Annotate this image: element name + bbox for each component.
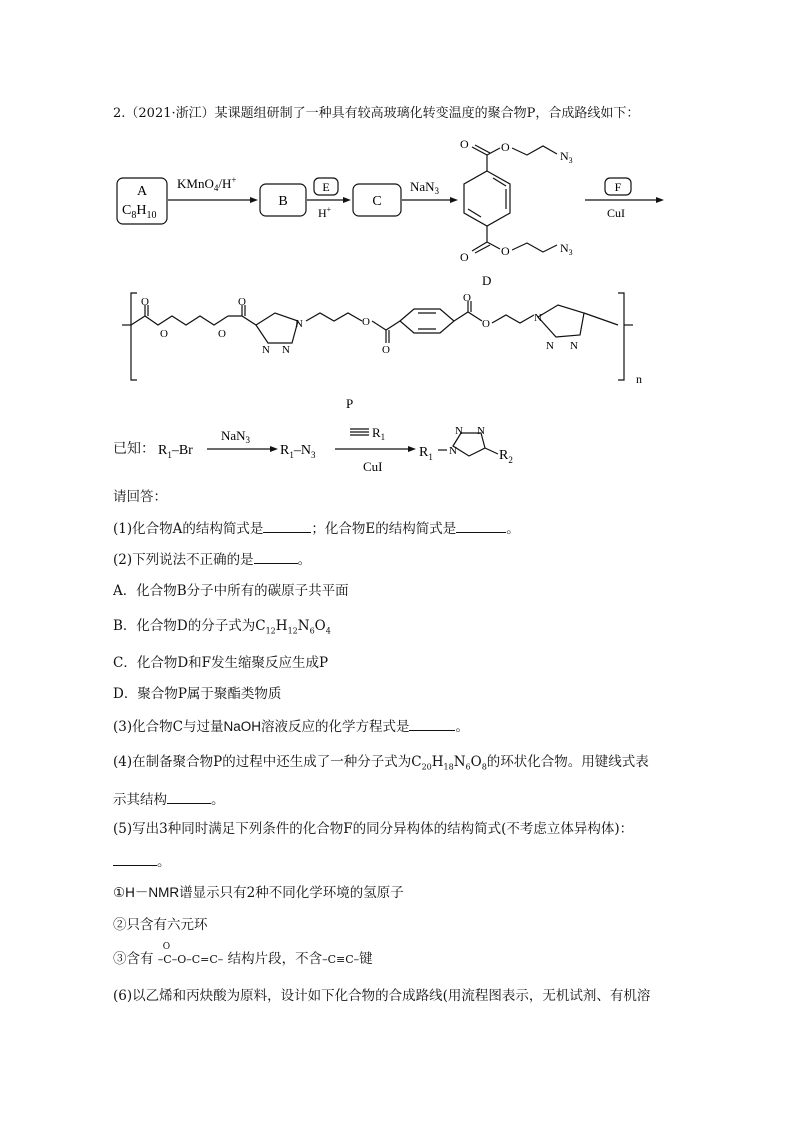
ask-line: 请回答： (113, 489, 167, 505)
svg-text:O: O (501, 244, 510, 258)
svg-text:O: O (218, 328, 226, 340)
svg-text:N: N (449, 445, 457, 457)
svg-text:O: O (463, 292, 471, 304)
known-reaction (155, 422, 715, 477)
condition-1: ①H－NMR谱显示只有2种不同化学环境的氢原子 (113, 885, 404, 901)
svg-text:N: N (455, 425, 463, 437)
svg-text:N: N (262, 344, 270, 356)
subscript-n: n (636, 372, 642, 386)
q5-blank: 。 (113, 852, 171, 871)
svg-text:N: N (570, 340, 578, 352)
reagent-nan3: NaN$_3$ (410, 179, 440, 196)
svg-text:N: N (534, 312, 542, 324)
q3: (3)化合物C与过量NaOH溶液反应的化学方程式是 。 (113, 719, 469, 735)
q2: (2)下列说法不正确的是 。 (113, 552, 312, 568)
q5: (5)写出3种同时满足下列条件的化合物F的同分异构体的结构简式(不考虑立体异构体)： (113, 821, 634, 837)
svg-text:R2: $R_2$ (499, 448, 513, 465)
condition-2: ②只含有六元环 (113, 917, 208, 933)
svg-text:B: B (278, 194, 288, 209)
svg-text:R1: $R_1$ (419, 445, 433, 462)
q4-line2: 示其结构 。 (113, 792, 225, 808)
polymer-p-structure (122, 292, 633, 380)
condition-3: ③含有 O –C–O–C=C– 结构片段，不含–C≡C–键 (113, 942, 373, 967)
svg-text:N3: $N_3$ (560, 241, 573, 257)
svg-text:CuI: CuI (607, 206, 625, 220)
q4-line1: (4)在制备聚合物P的过程中还生成了一种分子式为$C_{20}H_{18}N_6O_8$的环状化合物。用键线式表 (113, 754, 649, 772)
label-p: P (346, 396, 354, 411)
reagent-kmno4: KMnO$_4$/H+ (177, 175, 237, 193)
svg-text:O: O (362, 316, 370, 328)
svg-text:N3: $N_3$ (560, 149, 573, 165)
svg-text:N: N (282, 344, 290, 356)
box-a-formula: $C_8H_{10}$ (122, 203, 157, 221)
q1: (1)化合物A的结构简式是 ；化合物E的结构简式是 。 (113, 521, 520, 537)
svg-text:CuI: CuI (363, 459, 383, 474)
svg-text:O: O (501, 140, 510, 154)
svg-text:N: N (295, 318, 303, 330)
option-d: D．聚合物P属于聚酯类物质 (113, 686, 282, 702)
svg-text:O: O (141, 296, 149, 308)
option-a: A．化合物B分子中所有的碳原子共平面 (113, 583, 349, 599)
compound-d-structure (460, 137, 573, 264)
svg-text:O: O (160, 328, 168, 340)
svg-text:N: N (477, 425, 485, 437)
svg-text:NaN3: NaN$_3$ (221, 428, 251, 445)
question-title: 2.（2021·浙江）某课题组研制了一种具有较高玻璃化转变温度的聚合物P，合成路线如下： (113, 106, 640, 121)
box-a-label: A (136, 184, 148, 199)
svg-text:R1–N3: $R_1-N_3$ (280, 443, 316, 460)
q6: (6)以乙烯和丙炔酸为原料，设计如下化合物的合成路线(用流程图表示，无机试剂、有机溶 (113, 988, 651, 1004)
option-c: C．化合物D和F发生缩聚反应生成P (113, 655, 329, 671)
svg-text:O: O (460, 250, 469, 264)
svg-text:E: E (322, 180, 330, 194)
svg-text:O: O (482, 318, 490, 330)
svg-text:C: C (372, 194, 382, 209)
svg-text:F: F (614, 180, 622, 194)
label-d: D (482, 273, 492, 288)
svg-text:O: O (460, 137, 469, 151)
svg-text:R1–Br: $R_1-Br$ (158, 443, 193, 460)
svg-text:R1: $R_1$ (372, 425, 386, 442)
option-b: B．化合物D的分子式为$C_{12}H_{12}N_6O_4$ (113, 618, 331, 636)
known-prefix: 已知： (113, 441, 155, 457)
svg-text:O: O (238, 296, 246, 308)
synthesis-scheme (0, 125, 794, 545)
svg-text:N: N (546, 340, 554, 352)
reagent-h-plus: H+ (318, 205, 332, 220)
svg-text:O: O (382, 344, 390, 356)
